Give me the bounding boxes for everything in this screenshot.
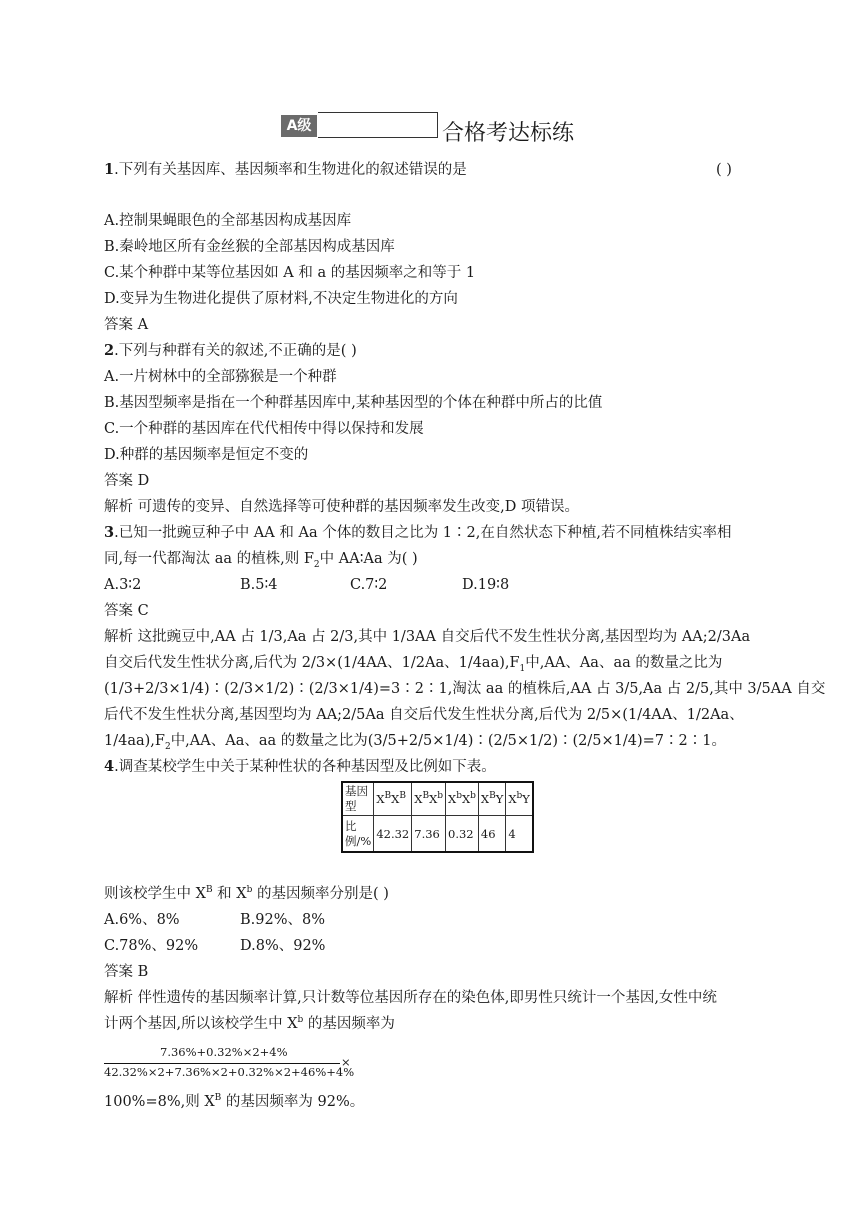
- q3-analysis-line3: (1/3+2/3×1/4)∶(2/3×1/2)∶(2/3×1/4)=3∶2∶1,淘汰 aa 的植株后,AA 占 3/5,Aa 占 2/5,其中 3/5AA 自交: [104, 681, 826, 697]
- q4-answer: 答案 B: [104, 964, 149, 980]
- q3-option-a: A.3∶2: [104, 577, 142, 593]
- q4-analysis-line2: 计两个基因,所以该校学生中 $X^b$ 的基因频率为: [104, 1015, 395, 1032]
- q1-option-d: D.变异为生物进化提供了原材料,不决定生物进化的方向: [104, 291, 458, 307]
- table-cell-genotype: $X^BY$: [478, 782, 505, 816]
- q1-stem: 1.下列有关基因库、基因频率和生物进化的叙述错误的是: [104, 161, 467, 178]
- q1-option-c: C.某个种群中某等位基因如 A 和 a 的基因频率之和等于 1: [104, 265, 476, 281]
- q4-stem: 4.调查某校学生中关于某种性状的各种基因型及比例如下表。: [104, 758, 496, 775]
- q2-option-d: D.种群的基因频率是恒定不变的: [104, 447, 309, 463]
- table-row-genotype: [342, 782, 533, 816]
- level-badge: A级: [281, 115, 317, 137]
- q4-option-d: D.8%、92%: [240, 938, 326, 954]
- q4-result: 100%=8%,则 $X^B$ 的基因频率为 92%。: [104, 1093, 365, 1110]
- q3-option-c: C.7∶2: [350, 577, 388, 593]
- q4-option-a: A.6%、8%: [104, 912, 180, 928]
- q2-analysis: 解析 可遗传的变异、自然选择等可使种群的基因频率发生改变,D 项错误。: [104, 499, 579, 515]
- table-row-ratio: [342, 816, 533, 853]
- genotype-table: [341, 781, 534, 853]
- table-cell-value: 42.32: [374, 816, 412, 853]
- table-cell-value: 4: [506, 816, 533, 853]
- table-cell-genotype: $X^bY$: [506, 782, 533, 816]
- table-cell-value: 46: [478, 816, 505, 853]
- table-cell-value: 7.36: [412, 816, 446, 853]
- q3-stem-line1: 3.已知一批豌豆种子中 AA 和 Aa 个体的数目之比为 1∶2,在自然状态下种植,若不同植株结实率相: [104, 524, 732, 541]
- q2-option-a: A.一片树林中的全部猕猴是一个种群: [104, 369, 337, 385]
- header-box: [318, 112, 438, 138]
- q4-option-b: B.92%、8%: [240, 912, 325, 928]
- table-cell-label: 比例/%: [342, 816, 374, 853]
- q3-option-b: B.5∶4: [240, 577, 278, 593]
- q2-stem: 2.下列与种群有关的叙述,不正确的是( ): [104, 342, 357, 359]
- q2-option-c: C.一个种群的基因库在代代相传中得以保持和发展: [104, 421, 424, 437]
- table-cell-genotype: $X^bX^b$: [446, 782, 479, 816]
- q3-answer: 答案 C: [104, 603, 149, 619]
- fraction-numerator: 7.36%+0.32%×2+4%: [160, 1045, 288, 1059]
- q4-question: 则该校学生中 $X^B$ 和 $X^b$ 的基因频率分别是( ): [104, 885, 389, 902]
- section-title: 合格考达标练: [442, 121, 575, 146]
- q2-answer: 答案 D: [104, 473, 150, 489]
- table-cell-label: 基因型: [342, 782, 374, 816]
- table-cell-genotype: $X^BX^b$: [412, 782, 446, 816]
- times-sign: ×: [341, 1055, 351, 1069]
- q3-analysis-line2: 自交后代发生性状分离,后代为 2/3×(1/4AA、1/2Aa、$1/4aa),F_1$中,AA、Aa、aa 的数量之比为: [104, 655, 723, 674]
- q3-stem-line2: 同,每一代都淘汰 aa 的植株,则 $F_2$中 AA∶Aa 为( ): [104, 551, 418, 570]
- table-cell-genotype: $X^BX^B$: [374, 782, 412, 816]
- table-cell-value: 0.32: [446, 816, 479, 853]
- q4-option-c: C.78%、92%: [104, 938, 199, 954]
- q3-analysis-line5: $1/4aa),F_2$中,AA、Aa、aa 的数量之比为(3/5+2/5×1/4)∶(2/5×1/2)∶(2/5×1/4)=7∶2∶1。: [104, 733, 726, 752]
- q3-analysis-line4: 后代不发生性状分离,基因型均为 AA;2/5Aa 自交后代发生性状分离,后代为 2/5×(1/4AA、1/2Aa、: [104, 707, 744, 723]
- q1-answer-paren: ( ): [716, 162, 732, 178]
- q1-option-b: B.秦岭地区所有金丝猴的全部基因构成基因库: [104, 239, 395, 255]
- q4-analysis-line1: 解析 伴性遗传的基因频率计算,只计数等位基因所存在的染色体,即男性只统计一个基因,女性中统: [104, 990, 717, 1006]
- q3-analysis-line1: 解析 这批豌豆中,AA 占 1/3,Aa 占 2/3,其中 1/3AA 自交后代不发生性状分离,基因型均为 AA;2/3Aa: [104, 629, 751, 645]
- q3-option-d: D.19∶8: [462, 577, 510, 593]
- q2-option-b: B.基因型频率是指在一个种群基因库中,某种基因型的个体在种群中所占的比值: [104, 395, 603, 411]
- q1-option-a: A.控制果蝇眼色的全部基因构成基因库: [104, 213, 352, 229]
- q1-answer: 答案 A: [104, 317, 149, 333]
- fraction-bar: [104, 1063, 340, 1064]
- fraction-denominator: 42.32%×2+7.36%×2+0.32%×2+46%+4%: [104, 1065, 355, 1079]
